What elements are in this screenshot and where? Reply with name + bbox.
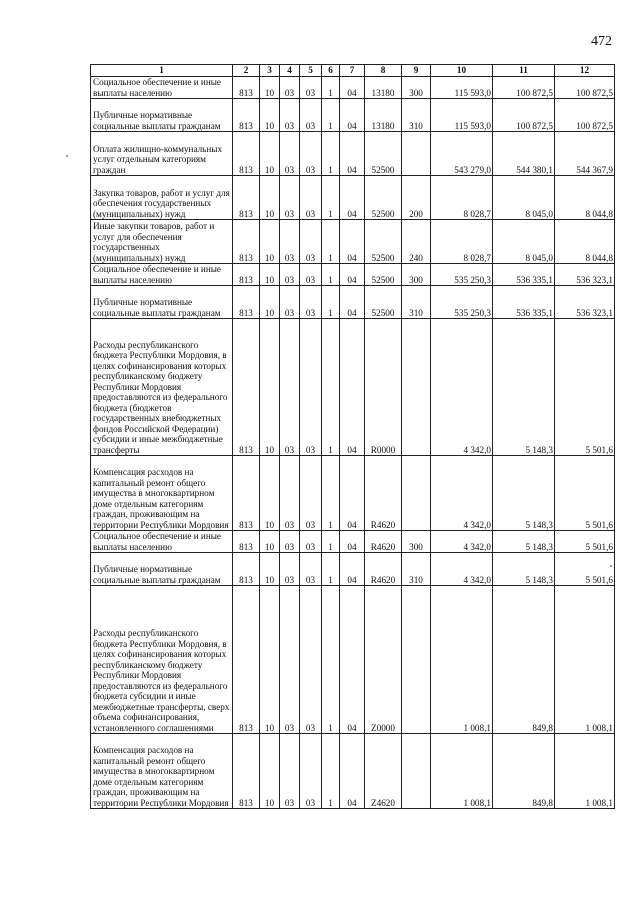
cell-amount-year-1: 8 028,7 — [431, 220, 493, 264]
cell-ministry-code: 813 — [233, 176, 260, 220]
cell-item-name: Социальное обеспечение и иные выплаты населению — [91, 77, 233, 99]
cell-program-code: 03 — [300, 531, 322, 553]
cell-expense-type — [402, 734, 431, 809]
cell-subsection-code: 03 — [280, 286, 300, 319]
cell-section-code: 10 — [260, 531, 280, 553]
cell-amount-year-1: 4 342,0 — [431, 531, 493, 553]
cell-direction-code: R0000 — [365, 319, 402, 456]
cell-amount-year-3: 536 323,1 — [555, 286, 615, 319]
scan-speck — [610, 565, 612, 567]
cell-direction-code: Z4620 — [365, 734, 402, 809]
cell-section-code: 10 — [260, 99, 280, 132]
cell-amount-year-2: 100 872,5 — [493, 99, 555, 132]
scan-speck — [66, 155, 68, 157]
cell-item-name: Публичные нормативные социальные выплаты гражданам — [91, 553, 233, 586]
cell-expense-type — [402, 586, 431, 734]
cell-amount-year-3: 100 872,5 — [555, 99, 615, 132]
cell-subprogram-code: 1 — [322, 132, 340, 176]
cell-item-name: Компенсация расходов на капитальный ремонт общего имущества в многоквартирном доме отдельным категориям граждан, проживающим на территории Республики Мордовия — [91, 734, 233, 809]
table-row — [91, 553, 615, 586]
cell-direction-code: R4620 — [365, 456, 402, 531]
table-row — [91, 264, 615, 286]
cell-section-code: 10 — [260, 553, 280, 586]
cell-ministry-code: 813 — [233, 319, 260, 456]
cell-expense-type: 240 — [402, 220, 431, 264]
cell-amount-year-2: 544 380,1 — [493, 132, 555, 176]
cell-ministry-code: 813 — [233, 531, 260, 553]
cell-event-code: 04 — [340, 531, 365, 553]
table-row — [91, 319, 615, 456]
cell-direction-code: 52500 — [365, 286, 402, 319]
cell-event-code: 04 — [340, 553, 365, 586]
cell-subprogram-code: 1 — [322, 286, 340, 319]
cell-subprogram-code: 1 — [322, 77, 340, 99]
cell-amount-year-2: 5 148,3 — [493, 319, 555, 456]
cell-subprogram-code: 1 — [322, 531, 340, 553]
table-body — [91, 77, 615, 809]
column-header-10: 10 — [431, 65, 493, 77]
table-row — [91, 220, 615, 264]
cell-expense-type: 310 — [402, 99, 431, 132]
cell-amount-year-1: 115 593,0 — [431, 99, 493, 132]
budget-table — [90, 64, 615, 809]
cell-program-code: 03 — [300, 176, 322, 220]
cell-ministry-code: 813 — [233, 132, 260, 176]
table-row — [91, 531, 615, 553]
table-row — [91, 286, 615, 319]
cell-subsection-code: 03 — [280, 220, 300, 264]
cell-amount-year-2: 536 335,1 — [493, 286, 555, 319]
cell-item-name: Расходы республиканского бюджета Республики Мордовия, в целях софинансирования которых республиканскому бюджету Республики Мордовия предоставляются из федерального бюджета субсидии и иные межбюджетные трансферты, сверх объема софинансирования, установленного соглашениями — [91, 586, 233, 734]
table-header-row — [91, 65, 615, 77]
cell-expense-type: 310 — [402, 286, 431, 319]
cell-section-code: 10 — [260, 734, 280, 809]
cell-subsection-code: 03 — [280, 553, 300, 586]
cell-event-code: 04 — [340, 586, 365, 734]
cell-subprogram-code: 1 — [322, 586, 340, 734]
column-header-11: 11 — [493, 65, 555, 77]
cell-item-name: Компенсация расходов на капитальный ремонт общего имущества в многоквартирном доме отдельным категориям граждан, проживающим на территории Республики Мордовия — [91, 456, 233, 531]
table-row — [91, 456, 615, 531]
cell-section-code: 10 — [260, 176, 280, 220]
cell-program-code: 03 — [300, 456, 322, 531]
cell-expense-type — [402, 319, 431, 456]
cell-direction-code: 52500 — [365, 176, 402, 220]
column-header-9: 9 — [402, 65, 431, 77]
cell-event-code: 04 — [340, 99, 365, 132]
cell-section-code: 10 — [260, 220, 280, 264]
cell-item-name: Оплата жилищно-коммунальных услуг отдельным категориям граждан — [91, 132, 233, 176]
cell-item-name: Социальное обеспечение и иные выплаты населению — [91, 531, 233, 553]
cell-direction-code: 52500 — [365, 132, 402, 176]
cell-subsection-code: 03 — [280, 456, 300, 531]
cell-section-code: 10 — [260, 456, 280, 531]
cell-event-code: 04 — [340, 176, 365, 220]
cell-expense-type: 310 — [402, 553, 431, 586]
cell-program-code: 03 — [300, 77, 322, 99]
column-header-8: 8 — [365, 65, 402, 77]
cell-program-code: 03 — [300, 264, 322, 286]
cell-section-code: 10 — [260, 132, 280, 176]
column-header-6: 6 — [322, 65, 340, 77]
cell-expense-type: 300 — [402, 77, 431, 99]
cell-amount-year-1: 543 279,0 — [431, 132, 493, 176]
cell-expense-type: 300 — [402, 264, 431, 286]
cell-amount-year-1: 1 008,1 — [431, 734, 493, 809]
cell-program-code: 03 — [300, 553, 322, 586]
cell-program-code: 03 — [300, 286, 322, 319]
cell-amount-year-3: 1 008,1 — [555, 734, 615, 809]
cell-amount-year-3: 544 367,9 — [555, 132, 615, 176]
cell-item-name: Публичные нормативные социальные выплаты гражданам — [91, 99, 233, 132]
cell-amount-year-2: 849,8 — [493, 734, 555, 809]
cell-ministry-code: 813 — [233, 734, 260, 809]
cell-expense-type: 300 — [402, 531, 431, 553]
cell-subsection-code: 03 — [280, 77, 300, 99]
cell-section-code: 10 — [260, 264, 280, 286]
cell-program-code: 03 — [300, 220, 322, 264]
cell-section-code: 10 — [260, 77, 280, 99]
cell-amount-year-3: 5 501,6 — [555, 553, 615, 586]
cell-expense-type — [402, 456, 431, 531]
cell-ministry-code: 813 — [233, 264, 260, 286]
cell-amount-year-1: 8 028,7 — [431, 176, 493, 220]
cell-amount-year-2: 536 335,1 — [493, 264, 555, 286]
cell-event-code: 04 — [340, 734, 365, 809]
cell-program-code: 03 — [300, 132, 322, 176]
table-row — [91, 586, 615, 734]
cell-subsection-code: 03 — [280, 132, 300, 176]
cell-amount-year-2: 8 045,0 — [493, 220, 555, 264]
cell-event-code: 04 — [340, 286, 365, 319]
column-header-7: 7 — [340, 65, 365, 77]
cell-ministry-code: 813 — [233, 99, 260, 132]
cell-amount-year-2: 849,8 — [493, 586, 555, 734]
cell-subsection-code: 03 — [280, 586, 300, 734]
cell-amount-year-2: 5 148,3 — [493, 531, 555, 553]
table-row — [91, 176, 615, 220]
column-header-3: 3 — [260, 65, 280, 77]
cell-program-code: 03 — [300, 586, 322, 734]
cell-subsection-code: 03 — [280, 264, 300, 286]
cell-subprogram-code: 1 — [322, 553, 340, 586]
table-row — [91, 734, 615, 809]
cell-amount-year-1: 4 342,0 — [431, 319, 493, 456]
page-number: 472 — [591, 34, 612, 49]
cell-subprogram-code: 1 — [322, 319, 340, 456]
cell-direction-code: Z0000 — [365, 586, 402, 734]
cell-subsection-code: 03 — [280, 734, 300, 809]
cell-amount-year-1: 535 250,3 — [431, 264, 493, 286]
cell-amount-year-2: 5 148,3 — [493, 456, 555, 531]
cell-section-code: 10 — [260, 286, 280, 319]
cell-subsection-code: 03 — [280, 99, 300, 132]
cell-direction-code: 52500 — [365, 220, 402, 264]
cell-direction-code: 13180 — [365, 77, 402, 99]
cell-direction-code: 52500 — [365, 264, 402, 286]
cell-amount-year-2: 100 872,5 — [493, 77, 555, 99]
cell-subprogram-code: 1 — [322, 220, 340, 264]
cell-subprogram-code: 1 — [322, 176, 340, 220]
cell-amount-year-3: 1 008,1 — [555, 586, 615, 734]
cell-amount-year-3: 5 501,6 — [555, 456, 615, 531]
column-header-12: 12 — [555, 65, 615, 77]
cell-ministry-code: 813 — [233, 286, 260, 319]
cell-expense-type — [402, 132, 431, 176]
cell-subprogram-code: 1 — [322, 264, 340, 286]
cell-amount-year-3: 8 044,8 — [555, 176, 615, 220]
cell-program-code: 03 — [300, 319, 322, 456]
cell-item-name: Иные закупки товаров, работ и услуг для обеспечения государственных (муниципальных) нужд — [91, 220, 233, 264]
cell-amount-year-3: 536 323,1 — [555, 264, 615, 286]
cell-event-code: 04 — [340, 264, 365, 286]
cell-event-code: 04 — [340, 132, 365, 176]
cell-section-code: 10 — [260, 319, 280, 456]
cell-direction-code: R4620 — [365, 553, 402, 586]
cell-amount-year-2: 5 148,3 — [493, 553, 555, 586]
cell-event-code: 04 — [340, 456, 365, 531]
cell-amount-year-1: 535 250,3 — [431, 286, 493, 319]
cell-subsection-code: 03 — [280, 531, 300, 553]
cell-amount-year-3: 8 044,8 — [555, 220, 615, 264]
cell-ministry-code: 813 — [233, 220, 260, 264]
cell-event-code: 04 — [340, 220, 365, 264]
column-header-5: 5 — [300, 65, 322, 77]
cell-direction-code: 13180 — [365, 99, 402, 132]
cell-subprogram-code: 1 — [322, 456, 340, 531]
cell-item-name: Закупка товаров, работ и услуг для обеспечения государственных (муниципальных) нужд — [91, 176, 233, 220]
column-header-1: 1 — [91, 65, 233, 77]
column-header-2: 2 — [233, 65, 260, 77]
cell-ministry-code: 813 — [233, 586, 260, 734]
column-header-4: 4 — [280, 65, 300, 77]
table-row — [91, 77, 615, 99]
cell-direction-code: R4620 — [365, 531, 402, 553]
cell-subsection-code: 03 — [280, 319, 300, 456]
table-row — [91, 132, 615, 176]
cell-amount-year-1: 115 593,0 — [431, 77, 493, 99]
cell-item-name: Публичные нормативные социальные выплаты гражданам — [91, 286, 233, 319]
cell-item-name: Расходы республиканского бюджета Республики Мордовия, в целях софинансирования которых республиканскому бюджету Республики Мордовия предоставляются из федерального бюджета (бюджетов государственных внебюджетных фондов Российской Федерации) субсидии и иные межбюджетные трансферты — [91, 319, 233, 456]
cell-amount-year-3: 5 501,6 — [555, 319, 615, 456]
cell-ministry-code: 813 — [233, 456, 260, 531]
cell-event-code: 04 — [340, 77, 365, 99]
cell-subprogram-code: 1 — [322, 99, 340, 132]
cell-subsection-code: 03 — [280, 176, 300, 220]
cell-ministry-code: 813 — [233, 77, 260, 99]
cell-program-code: 03 — [300, 734, 322, 809]
cell-amount-year-1: 4 342,0 — [431, 456, 493, 531]
cell-amount-year-1: 4 342,0 — [431, 553, 493, 586]
cell-subprogram-code: 1 — [322, 734, 340, 809]
cell-amount-year-3: 100 872,5 — [555, 77, 615, 99]
cell-event-code: 04 — [340, 319, 365, 456]
table-row — [91, 99, 615, 132]
cell-program-code: 03 — [300, 99, 322, 132]
cell-amount-year-3: 5 501,6 — [555, 531, 615, 553]
cell-section-code: 10 — [260, 586, 280, 734]
cell-ministry-code: 813 — [233, 553, 260, 586]
cell-amount-year-2: 8 045,0 — [493, 176, 555, 220]
cell-amount-year-1: 1 008,1 — [431, 586, 493, 734]
cell-item-name: Социальное обеспечение и иные выплаты населению — [91, 264, 233, 286]
cell-expense-type: 200 — [402, 176, 431, 220]
